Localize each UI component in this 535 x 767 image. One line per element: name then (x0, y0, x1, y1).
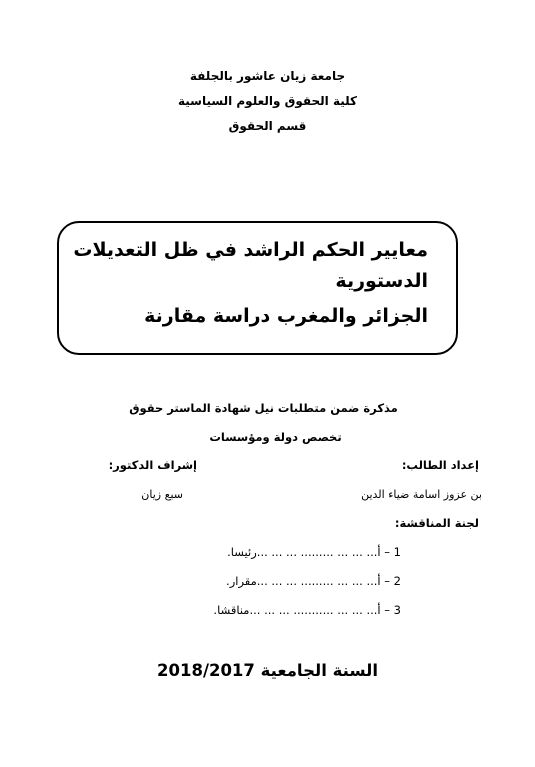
faculty-name: كلية الحقوق والعلوم السياسية (177, 94, 358, 108)
student-name: بن عزوز اسامة ضياء الدين (361, 488, 482, 501)
student-label: إعداد الطالب: (401, 458, 479, 472)
supervisor-name: سبع زيان (141, 488, 183, 501)
department-name: قسم الحقوق (228, 119, 307, 133)
thesis-title-line-3: الجزائر والمغرب دراسة مقارنة (144, 305, 428, 327)
academic-year: السنة الجامعية 2018/2017 (157, 661, 378, 680)
thesis-title-line-2: الدستورية (335, 270, 428, 292)
university-name: جامعة زيان عاشور بالجلفة (189, 69, 346, 83)
committee-member-3: 3 – أ... ... ... ........... ... ... ...مناقشا. (213, 603, 401, 617)
memo-specialty: تخصص دولة ومؤسسات (209, 430, 342, 444)
committee-member-2: 2 – أ... ... ... ......... ... ... ...مقرار. (226, 574, 401, 588)
committee-member-1: 1 – أ... ... ... ......... ... ... ...رئيسا. (227, 545, 401, 559)
supervisor-label: إشراف الدكتور: (108, 458, 197, 472)
committee-label: لجنة المناقشة: (394, 516, 479, 530)
institution-header (0, 64, 535, 139)
thesis-title-line-1: معايير الحكم الراشد في ظل التعديلات (73, 239, 428, 261)
memo-purpose: مذكرة ضمن متطلبات نيل شهادة الماستر حقوق (129, 401, 398, 415)
thesis-title-box (57, 221, 458, 355)
